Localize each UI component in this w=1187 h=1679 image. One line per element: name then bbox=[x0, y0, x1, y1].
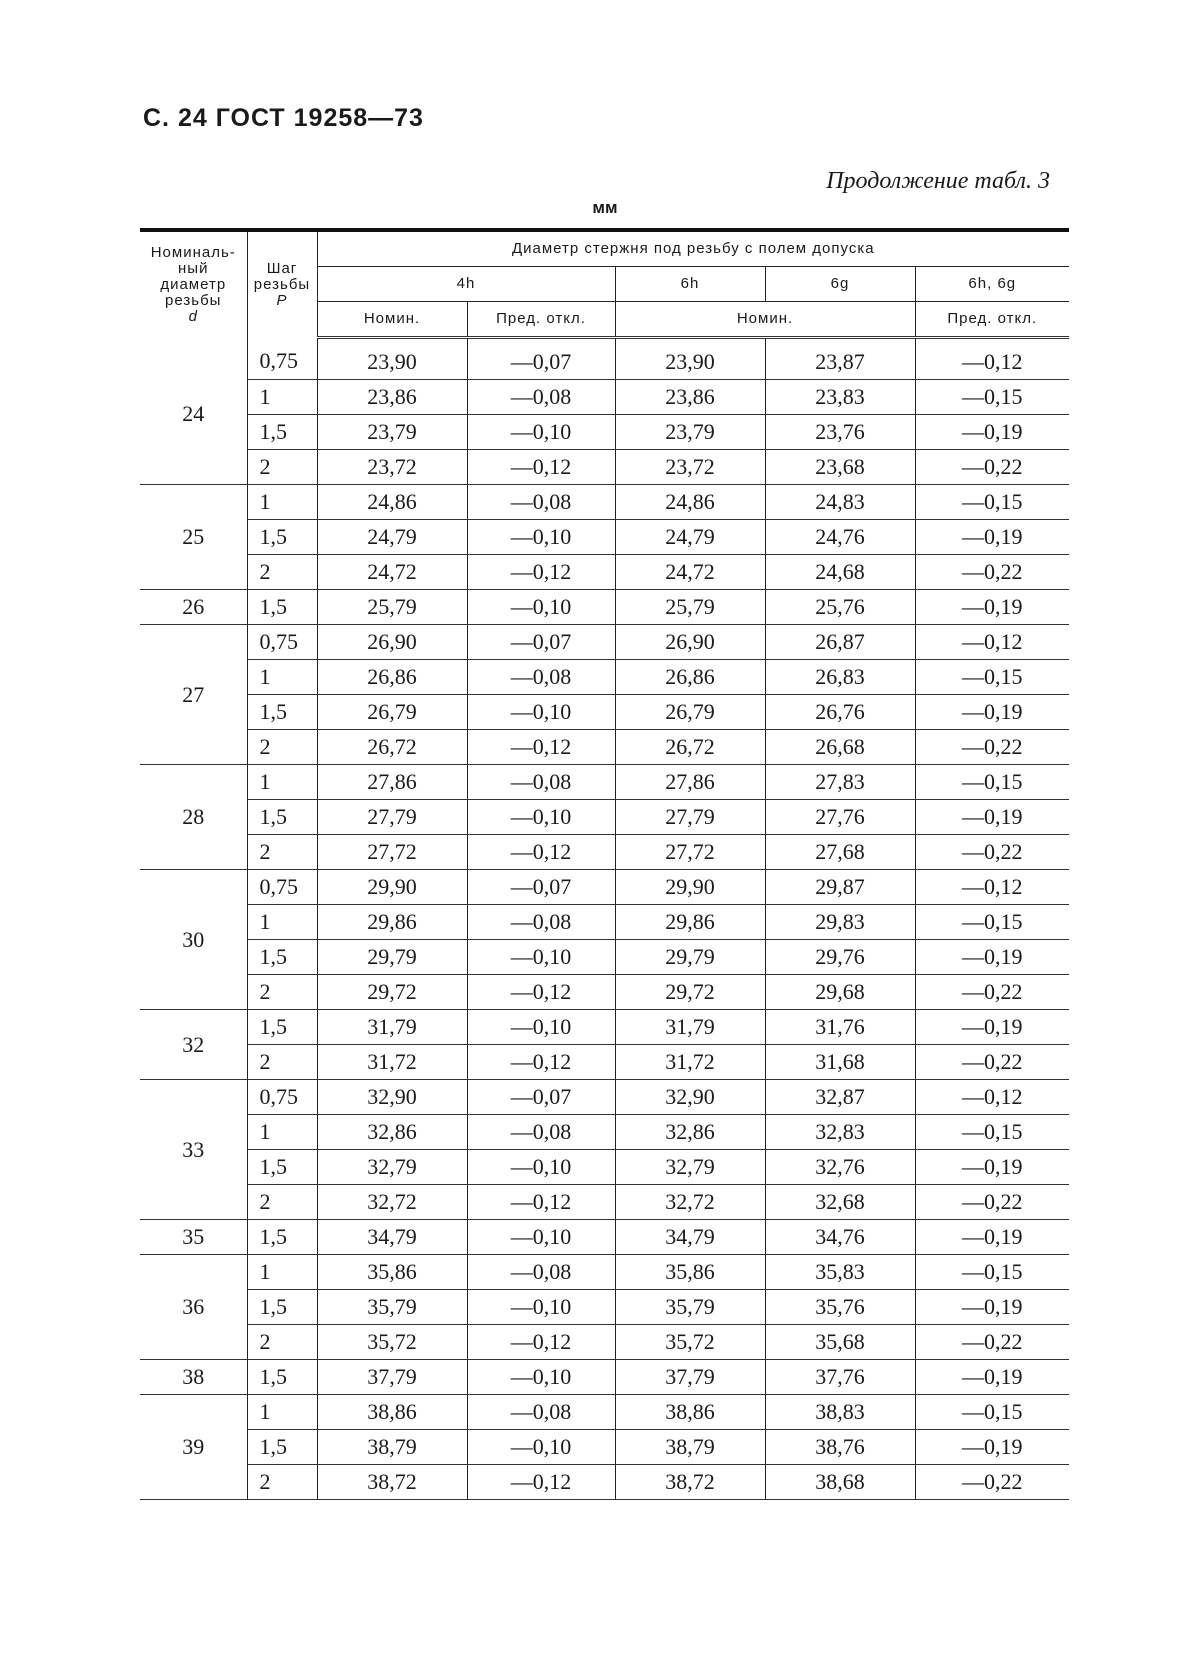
cell-6h-nomin: 24,72 bbox=[615, 555, 765, 590]
cell-6h-nomin: 29,90 bbox=[615, 870, 765, 905]
cell-nominal-diameter: 39 bbox=[140, 1395, 247, 1500]
cell-6h-nomin: 32,79 bbox=[615, 1150, 765, 1185]
cell-6g-nomin: 29,83 bbox=[765, 905, 915, 940]
cell-4h-deviation: —0,10 bbox=[467, 1010, 615, 1045]
cell-6h-nomin: 26,79 bbox=[615, 695, 765, 730]
cell-pitch: 2 bbox=[247, 1325, 317, 1360]
header-pred-6h-6g: Пред. откл. bbox=[915, 302, 1069, 338]
cell-4h-nomin: 38,79 bbox=[317, 1430, 467, 1465]
cell-6h-nomin: 23,79 bbox=[615, 415, 765, 450]
cell-4h-deviation: —0,12 bbox=[467, 450, 615, 485]
header-nominal-diameter: Номиналь- ный диаметр резьбы d bbox=[140, 230, 247, 338]
cell-6h-6g-deviation: —0,15 bbox=[915, 380, 1069, 415]
cell-6g-nomin: 29,76 bbox=[765, 940, 915, 975]
cell-4h-deviation: —0,08 bbox=[467, 1395, 615, 1430]
cell-6g-nomin: 27,68 bbox=[765, 835, 915, 870]
table-row bbox=[140, 1220, 1069, 1255]
cell-pitch: 1,5 bbox=[247, 1010, 317, 1045]
header-group-title: Диаметр стержня под резьбу с полем допуска bbox=[317, 230, 1069, 267]
cell-6g-nomin: 38,68 bbox=[765, 1465, 915, 1500]
cell-nominal-diameter: 33 bbox=[140, 1080, 247, 1220]
table-row bbox=[140, 1115, 1069, 1150]
cell-nominal-diameter: 36 bbox=[140, 1255, 247, 1360]
cell-4h-nomin: 26,79 bbox=[317, 695, 467, 730]
cell-4h-nomin: 24,86 bbox=[317, 485, 467, 520]
cell-4h-nomin: 31,79 bbox=[317, 1010, 467, 1045]
table-row bbox=[140, 1395, 1069, 1430]
cell-6h-6g-deviation: —0,15 bbox=[915, 485, 1069, 520]
cell-pitch: 1 bbox=[247, 765, 317, 800]
cell-nominal-diameter: 27 bbox=[140, 625, 247, 765]
cell-6g-nomin: 31,76 bbox=[765, 1010, 915, 1045]
cell-pitch: 1,5 bbox=[247, 1290, 317, 1325]
cell-4h-deviation: —0,08 bbox=[467, 1255, 615, 1290]
header-tolerance-4h: 4h bbox=[317, 267, 615, 302]
table-row bbox=[140, 940, 1069, 975]
cell-6h-6g-deviation: —0,19 bbox=[915, 520, 1069, 555]
cell-nominal-diameter: 30 bbox=[140, 870, 247, 1010]
cell-6h-6g-deviation: —0,22 bbox=[915, 450, 1069, 485]
table-row bbox=[140, 975, 1069, 1010]
cell-nominal-diameter: 35 bbox=[140, 1220, 247, 1255]
cell-6g-nomin: 34,76 bbox=[765, 1220, 915, 1255]
cell-nominal-diameter: 25 bbox=[140, 485, 247, 590]
cell-pitch: 1 bbox=[247, 380, 317, 415]
thread-diameter-table bbox=[140, 228, 1069, 1500]
cell-6h-nomin: 26,86 bbox=[615, 660, 765, 695]
cell-4h-deviation: —0,10 bbox=[467, 1220, 615, 1255]
cell-6h-nomin: 29,79 bbox=[615, 940, 765, 975]
cell-4h-deviation: —0,12 bbox=[467, 975, 615, 1010]
cell-6h-6g-deviation: —0,15 bbox=[915, 1255, 1069, 1290]
cell-pitch: 1 bbox=[247, 905, 317, 940]
table-row bbox=[140, 450, 1069, 485]
cell-6h-nomin: 31,79 bbox=[615, 1010, 765, 1045]
cell-6g-nomin: 23,87 bbox=[765, 338, 915, 380]
cell-4h-deviation: —0,10 bbox=[467, 800, 615, 835]
cell-4h-nomin: 27,79 bbox=[317, 800, 467, 835]
cell-6h-6g-deviation: —0,22 bbox=[915, 1185, 1069, 1220]
cell-6h-nomin: 32,86 bbox=[615, 1115, 765, 1150]
table-row bbox=[140, 1080, 1069, 1115]
cell-4h-deviation: —0,10 bbox=[467, 940, 615, 975]
cell-6h-6g-deviation: —0,12 bbox=[915, 1080, 1069, 1115]
cell-pitch: 1,5 bbox=[247, 1150, 317, 1185]
header-nomin-6h-6g: Номин. bbox=[615, 302, 915, 338]
cell-6h-6g-deviation: —0,19 bbox=[915, 695, 1069, 730]
cell-4h-deviation: —0,12 bbox=[467, 1185, 615, 1220]
cell-6g-nomin: 31,68 bbox=[765, 1045, 915, 1080]
cell-4h-nomin: 32,79 bbox=[317, 1150, 467, 1185]
cell-6g-nomin: 24,83 bbox=[765, 485, 915, 520]
table-row bbox=[140, 1255, 1069, 1290]
cell-6h-6g-deviation: —0,12 bbox=[915, 625, 1069, 660]
cell-4h-nomin: 24,72 bbox=[317, 555, 467, 590]
table-row bbox=[140, 765, 1069, 800]
cell-6g-nomin: 23,68 bbox=[765, 450, 915, 485]
cell-4h-nomin: 38,86 bbox=[317, 1395, 467, 1430]
cell-6h-6g-deviation: —0,15 bbox=[915, 905, 1069, 940]
cell-6h-6g-deviation: —0,19 bbox=[915, 1290, 1069, 1325]
cell-nominal-diameter: 26 bbox=[140, 590, 247, 625]
header-tolerance-6g: 6g bbox=[765, 267, 915, 302]
cell-6g-nomin: 35,83 bbox=[765, 1255, 915, 1290]
cell-pitch: 2 bbox=[247, 555, 317, 590]
cell-6h-nomin: 29,86 bbox=[615, 905, 765, 940]
table-row bbox=[140, 1465, 1069, 1500]
cell-pitch: 1 bbox=[247, 485, 317, 520]
cell-4h-deviation: —0,12 bbox=[467, 1465, 615, 1500]
cell-pitch: 2 bbox=[247, 1465, 317, 1500]
table-row bbox=[140, 1290, 1069, 1325]
cell-6g-nomin: 27,83 bbox=[765, 765, 915, 800]
cell-pitch: 0,75 bbox=[247, 1080, 317, 1115]
header-tolerance-6h: 6h bbox=[615, 267, 765, 302]
cell-6h-nomin: 24,79 bbox=[615, 520, 765, 555]
cell-4h-deviation: —0,12 bbox=[467, 730, 615, 765]
cell-6g-nomin: 26,76 bbox=[765, 695, 915, 730]
cell-4h-nomin: 29,79 bbox=[317, 940, 467, 975]
cell-pitch: 1,5 bbox=[247, 520, 317, 555]
cell-6h-nomin: 38,79 bbox=[615, 1430, 765, 1465]
cell-4h-deviation: —0,08 bbox=[467, 765, 615, 800]
cell-4h-deviation: —0,10 bbox=[467, 520, 615, 555]
cell-6h-6g-deviation: —0,19 bbox=[915, 800, 1069, 835]
cell-4h-deviation: —0,12 bbox=[467, 1325, 615, 1360]
header-pred-4h: Пред. откл. bbox=[467, 302, 615, 338]
cell-6h-6g-deviation: —0,22 bbox=[915, 1325, 1069, 1360]
cell-6g-nomin: 32,76 bbox=[765, 1150, 915, 1185]
cell-4h-nomin: 31,72 bbox=[317, 1045, 467, 1080]
cell-4h-deviation: —0,10 bbox=[467, 1430, 615, 1465]
cell-6g-nomin: 23,83 bbox=[765, 380, 915, 415]
cell-4h-deviation: —0,12 bbox=[467, 555, 615, 590]
cell-6h-6g-deviation: —0,12 bbox=[915, 338, 1069, 380]
cell-6g-nomin: 32,87 bbox=[765, 1080, 915, 1115]
cell-pitch: 1,5 bbox=[247, 590, 317, 625]
cell-6g-nomin: 26,83 bbox=[765, 660, 915, 695]
cell-4h-nomin: 32,72 bbox=[317, 1185, 467, 1220]
cell-4h-nomin: 32,86 bbox=[317, 1115, 467, 1150]
cell-pitch: 1 bbox=[247, 1255, 317, 1290]
cell-pitch: 1,5 bbox=[247, 1220, 317, 1255]
cell-4h-nomin: 26,86 bbox=[317, 660, 467, 695]
cell-6h-nomin: 27,79 bbox=[615, 800, 765, 835]
cell-4h-deviation: —0,07 bbox=[467, 625, 615, 660]
cell-pitch: 2 bbox=[247, 730, 317, 765]
table-row bbox=[140, 338, 1069, 380]
cell-6g-nomin: 32,68 bbox=[765, 1185, 915, 1220]
cell-4h-deviation: —0,12 bbox=[467, 835, 615, 870]
cell-4h-nomin: 25,79 bbox=[317, 590, 467, 625]
page-header: С. 24 ГОСТ 19258—73 bbox=[143, 104, 424, 132]
cell-6g-nomin: 26,87 bbox=[765, 625, 915, 660]
cell-pitch: 0,75 bbox=[247, 625, 317, 660]
header-tolerance-6h-6g: 6h, 6g bbox=[915, 267, 1069, 302]
cell-6h-6g-deviation: —0,15 bbox=[915, 765, 1069, 800]
table-row bbox=[140, 1430, 1069, 1465]
cell-6h-6g-deviation: —0,12 bbox=[915, 870, 1069, 905]
cell-4h-nomin: 38,72 bbox=[317, 1465, 467, 1500]
cell-6g-nomin: 29,87 bbox=[765, 870, 915, 905]
cell-6h-nomin: 23,72 bbox=[615, 450, 765, 485]
table-row bbox=[140, 835, 1069, 870]
cell-6g-nomin: 35,76 bbox=[765, 1290, 915, 1325]
cell-4h-nomin: 26,72 bbox=[317, 730, 467, 765]
cell-6h-nomin: 31,72 bbox=[615, 1045, 765, 1080]
cell-4h-deviation: —0,07 bbox=[467, 338, 615, 380]
cell-6g-nomin: 27,76 bbox=[765, 800, 915, 835]
cell-6h-nomin: 29,72 bbox=[615, 975, 765, 1010]
cell-6h-6g-deviation: —0,15 bbox=[915, 1115, 1069, 1150]
table-row bbox=[140, 1045, 1069, 1080]
cell-4h-nomin: 29,90 bbox=[317, 870, 467, 905]
cell-6h-6g-deviation: —0,19 bbox=[915, 1430, 1069, 1465]
cell-pitch: 1 bbox=[247, 1115, 317, 1150]
cell-4h-deviation: —0,07 bbox=[467, 870, 615, 905]
table-row bbox=[140, 625, 1069, 660]
header-nomin-4h: Номин. bbox=[317, 302, 467, 338]
cell-pitch: 1,5 bbox=[247, 415, 317, 450]
cell-4h-deviation: —0,08 bbox=[467, 905, 615, 940]
cell-6g-nomin: 35,68 bbox=[765, 1325, 915, 1360]
cell-6h-6g-deviation: —0,22 bbox=[915, 1465, 1069, 1500]
cell-6h-6g-deviation: —0,22 bbox=[915, 730, 1069, 765]
table-row bbox=[140, 730, 1069, 765]
cell-4h-deviation: —0,08 bbox=[467, 660, 615, 695]
cell-pitch: 2 bbox=[247, 450, 317, 485]
cell-4h-nomin: 23,86 bbox=[317, 380, 467, 415]
cell-4h-deviation: —0,10 bbox=[467, 695, 615, 730]
cell-6h-6g-deviation: —0,15 bbox=[915, 1395, 1069, 1430]
cell-6h-6g-deviation: —0,22 bbox=[915, 555, 1069, 590]
cell-pitch: 1,5 bbox=[247, 695, 317, 730]
cell-nominal-diameter: 24 bbox=[140, 338, 247, 485]
cell-4h-nomin: 23,79 bbox=[317, 415, 467, 450]
cell-6h-nomin: 24,86 bbox=[615, 485, 765, 520]
table-row bbox=[140, 695, 1069, 730]
cell-pitch: 0,75 bbox=[247, 338, 317, 380]
cell-4h-nomin: 32,90 bbox=[317, 1080, 467, 1115]
cell-6h-6g-deviation: —0,19 bbox=[915, 415, 1069, 450]
table-body bbox=[140, 338, 1069, 1500]
cell-6h-6g-deviation: —0,19 bbox=[915, 1220, 1069, 1255]
cell-6h-nomin: 35,86 bbox=[615, 1255, 765, 1290]
cell-6g-nomin: 23,76 bbox=[765, 415, 915, 450]
table-row bbox=[140, 1360, 1069, 1395]
cell-6h-nomin: 38,86 bbox=[615, 1395, 765, 1430]
table-row bbox=[140, 520, 1069, 555]
cell-nominal-diameter: 28 bbox=[140, 765, 247, 870]
cell-4h-deviation: —0,10 bbox=[467, 1290, 615, 1325]
cell-pitch: 0,75 bbox=[247, 870, 317, 905]
cell-6g-nomin: 38,76 bbox=[765, 1430, 915, 1465]
table-row bbox=[140, 660, 1069, 695]
table-row bbox=[140, 905, 1069, 940]
cell-4h-nomin: 23,72 bbox=[317, 450, 467, 485]
cell-4h-nomin: 35,72 bbox=[317, 1325, 467, 1360]
cell-6g-nomin: 29,68 bbox=[765, 975, 915, 1010]
table-row bbox=[140, 1010, 1069, 1045]
cell-6g-nomin: 26,68 bbox=[765, 730, 915, 765]
cell-6h-nomin: 26,90 bbox=[615, 625, 765, 660]
cell-4h-nomin: 24,79 bbox=[317, 520, 467, 555]
cell-4h-deviation: —0,12 bbox=[467, 1045, 615, 1080]
cell-4h-deviation: —0,08 bbox=[467, 485, 615, 520]
table-row bbox=[140, 800, 1069, 835]
cell-6h-nomin: 37,79 bbox=[615, 1360, 765, 1395]
cell-4h-nomin: 35,79 bbox=[317, 1290, 467, 1325]
units-label: мм bbox=[592, 198, 618, 217]
cell-4h-nomin: 27,72 bbox=[317, 835, 467, 870]
cell-pitch: 1 bbox=[247, 660, 317, 695]
cell-6h-nomin: 35,79 bbox=[615, 1290, 765, 1325]
cell-6h-nomin: 34,79 bbox=[615, 1220, 765, 1255]
cell-pitch: 1,5 bbox=[247, 940, 317, 975]
cell-4h-deviation: —0,08 bbox=[467, 380, 615, 415]
cell-6h-6g-deviation: —0,19 bbox=[915, 590, 1069, 625]
cell-6h-nomin: 23,86 bbox=[615, 380, 765, 415]
cell-4h-nomin: 23,90 bbox=[317, 338, 467, 380]
cell-4h-nomin: 34,79 bbox=[317, 1220, 467, 1255]
cell-pitch: 1,5 bbox=[247, 800, 317, 835]
table-row bbox=[140, 1150, 1069, 1185]
cell-6h-6g-deviation: —0,19 bbox=[915, 1360, 1069, 1395]
cell-4h-nomin: 35,86 bbox=[317, 1255, 467, 1290]
cell-6g-nomin: 32,83 bbox=[765, 1115, 915, 1150]
cell-4h-nomin: 29,86 bbox=[317, 905, 467, 940]
cell-4h-deviation: —0,10 bbox=[467, 590, 615, 625]
cell-4h-deviation: —0,10 bbox=[467, 1150, 615, 1185]
table-row bbox=[140, 485, 1069, 520]
cell-4h-deviation: —0,10 bbox=[467, 415, 615, 450]
cell-6h-6g-deviation: —0,22 bbox=[915, 1045, 1069, 1080]
cell-6h-nomin: 26,72 bbox=[615, 730, 765, 765]
cell-6h-6g-deviation: —0,19 bbox=[915, 940, 1069, 975]
table-row bbox=[140, 1185, 1069, 1220]
table-row bbox=[140, 415, 1069, 450]
table-continuation-label: Продолжение табл. 3 bbox=[826, 168, 1050, 194]
cell-6h-nomin: 23,90 bbox=[615, 338, 765, 380]
cell-6h-6g-deviation: —0,22 bbox=[915, 975, 1069, 1010]
cell-6h-nomin: 27,72 bbox=[615, 835, 765, 870]
cell-pitch: 1 bbox=[247, 1395, 317, 1430]
cell-6g-nomin: 37,76 bbox=[765, 1360, 915, 1395]
cell-6g-nomin: 24,68 bbox=[765, 555, 915, 590]
cell-6h-nomin: 25,79 bbox=[615, 590, 765, 625]
cell-4h-deviation: —0,08 bbox=[467, 1115, 615, 1150]
cell-pitch: 1,5 bbox=[247, 1430, 317, 1465]
table-row bbox=[140, 380, 1069, 415]
cell-6h-nomin: 38,72 bbox=[615, 1465, 765, 1500]
cell-pitch: 2 bbox=[247, 975, 317, 1010]
cell-6h-nomin: 35,72 bbox=[615, 1325, 765, 1360]
cell-4h-deviation: —0,10 bbox=[467, 1360, 615, 1395]
cell-4h-nomin: 26,90 bbox=[317, 625, 467, 660]
table-row bbox=[140, 870, 1069, 905]
header-thread-pitch: Шаг резьбы P bbox=[247, 230, 317, 338]
cell-4h-nomin: 37,79 bbox=[317, 1360, 467, 1395]
table-row bbox=[140, 555, 1069, 590]
cell-6h-nomin: 32,90 bbox=[615, 1080, 765, 1115]
cell-4h-nomin: 27,86 bbox=[317, 765, 467, 800]
table-row bbox=[140, 1325, 1069, 1360]
cell-4h-nomin: 29,72 bbox=[317, 975, 467, 1010]
cell-pitch: 2 bbox=[247, 1185, 317, 1220]
cell-nominal-diameter: 38 bbox=[140, 1360, 247, 1395]
cell-6h-6g-deviation: —0,22 bbox=[915, 835, 1069, 870]
cell-pitch: 1,5 bbox=[247, 1360, 317, 1395]
cell-pitch: 2 bbox=[247, 1045, 317, 1080]
cell-6h-nomin: 27,86 bbox=[615, 765, 765, 800]
cell-6g-nomin: 38,83 bbox=[765, 1395, 915, 1430]
cell-6h-nomin: 32,72 bbox=[615, 1185, 765, 1220]
cell-6g-nomin: 25,76 bbox=[765, 590, 915, 625]
cell-6g-nomin: 24,76 bbox=[765, 520, 915, 555]
table-row bbox=[140, 590, 1069, 625]
cell-4h-deviation: —0,07 bbox=[467, 1080, 615, 1115]
cell-6h-6g-deviation: —0,19 bbox=[915, 1150, 1069, 1185]
cell-6h-6g-deviation: —0,15 bbox=[915, 660, 1069, 695]
cell-pitch: 2 bbox=[247, 835, 317, 870]
cell-nominal-diameter: 32 bbox=[140, 1010, 247, 1080]
cell-6h-6g-deviation: —0,19 bbox=[915, 1010, 1069, 1045]
